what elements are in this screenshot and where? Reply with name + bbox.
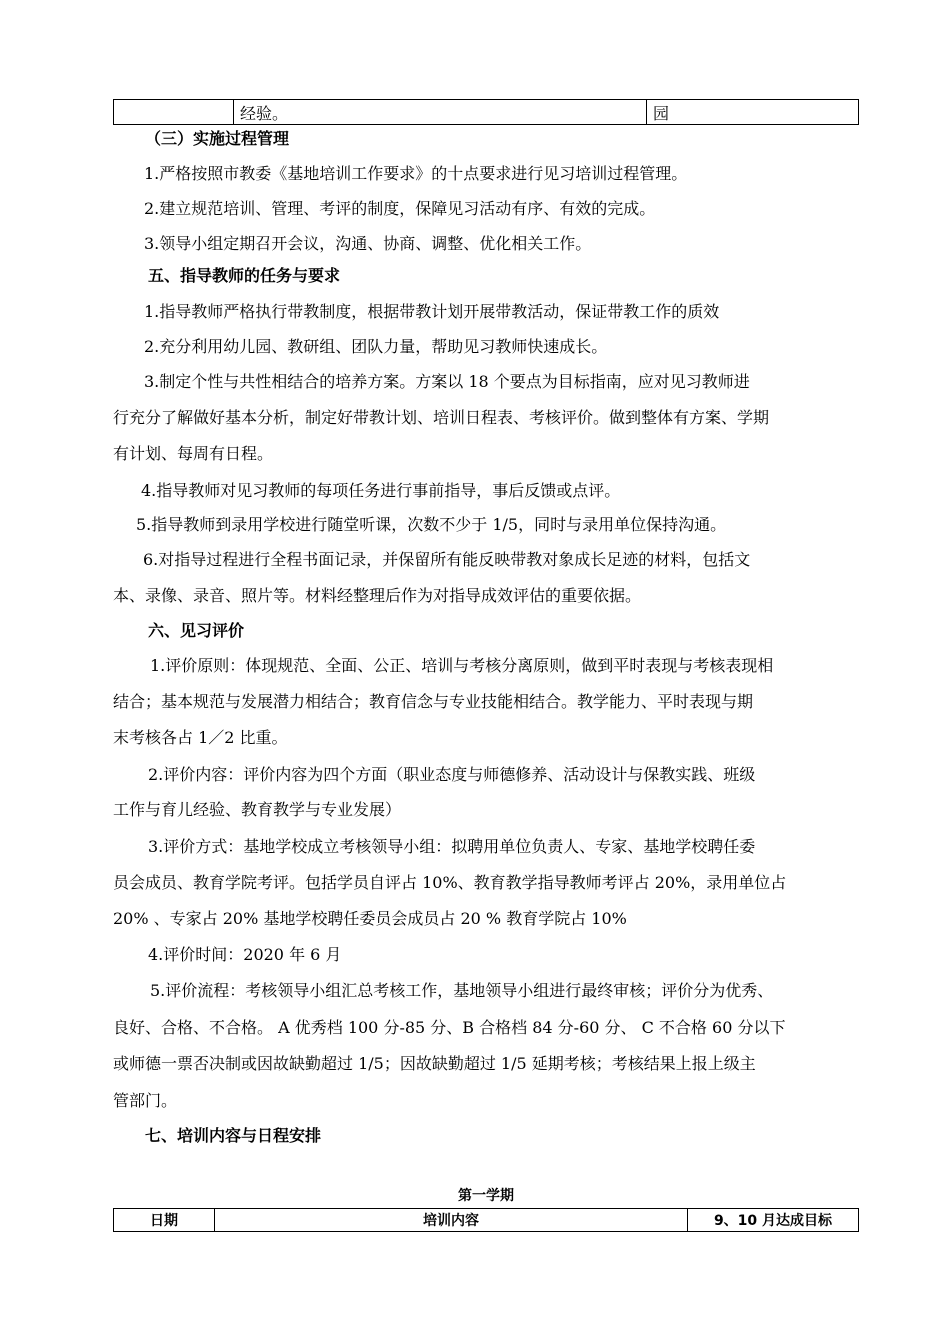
section3-item: 1.严格按照市教委《基地培训工作要求》的十点要求进行见习培训过程管理。 — [144, 164, 688, 183]
table-cell-empty — [114, 100, 234, 125]
section5-line: 3.制定个性与共性相结合的培养方案。方案以 18 个要点为目标指南，应对见习教师进 — [144, 372, 750, 391]
section6-line: 员会成员、教育学院考评。包括学员自评占 10%、教育教学指导教师考评占 20%，录用单位占 — [113, 873, 787, 892]
section6-line: 5.评价流程：考核领导小组汇总考核工作，基地领导小组进行最终审核；评价分为优秀、 — [150, 981, 774, 1000]
section6-line: 工作与育儿经验、教育教学与专业发展） — [113, 800, 402, 819]
section3-item: 3.领导小组定期召开会议，沟通、协商、调整、优化相关工作。 — [144, 234, 592, 253]
section5-line: 6.对指导过程进行全程书面记录，并保留所有能反映带教对象成长足迹的材料，包括文 — [143, 550, 751, 569]
section5-line: 行充分了解做好基本分析，制定好带教计划、培训日程表、考核评价。做到整体有方案、学期 — [113, 408, 770, 427]
section6-line: 1.评价原则：体现规范、全面、公正、培训与考核分离原则，做到平时表现与考核表现相 — [150, 656, 774, 675]
section7-heading: 七、培训内容与日程安排 — [145, 1126, 322, 1145]
section6-line: 20% 、专家占 20% 基地学校聘任委员会成员占 20 % 教育学院占 10% — [113, 909, 627, 928]
section6-line: 末考核各占 1／2 比重。 — [113, 728, 288, 747]
section6-heading: 六、见习评价 — [148, 621, 245, 640]
semester-title: 第一学期 — [458, 1188, 514, 1204]
section5-heading: 五、指导教师的任务与要求 — [148, 266, 341, 285]
continued-table-row — [113, 99, 859, 125]
section6-line: 4.评价时间：2020 年 6 月 — [148, 945, 342, 964]
section3-heading: （三）实施过程管理 — [145, 129, 290, 148]
section6-line: 3.评价方式：基地学校成立考核领导小组：拟聘用单位负责人、专家、基地学校聘任委 — [148, 837, 756, 856]
section6-line: 良好、合格、不合格。 A 优秀档 100 分-85 分、B 合格档 84 分-60 分、 C 不合格 60 分以下 — [113, 1018, 786, 1037]
section5-line: 4.指导教师对见习教师的每项任务进行事前指导，事后反馈或点评。 — [141, 481, 621, 500]
table-cell-target: 园 — [647, 100, 859, 125]
header-content: 培训内容 — [215, 1209, 688, 1232]
section5-line: 5.指导教师到录用学校进行随堂听课，次数不少于 1/5，同时与录用单位保持沟通。 — [136, 515, 727, 534]
section5-line: 有计划、每周有日程。 — [113, 444, 274, 463]
section6-line: 2.评价内容：评价内容为四个方面（职业态度与师德修养、活动设计与保教实践、班级 — [148, 765, 756, 784]
section5-line: 1.指导教师严格执行带教制度，根据带教计划开展带教活动，保证带教工作的质效 — [144, 302, 720, 321]
schedule-table-header — [113, 1208, 859, 1232]
table-cell-content: 经验。 — [234, 100, 647, 125]
header-goal: 9、10 月达成目标 — [688, 1209, 859, 1232]
header-date: 日期 — [114, 1209, 215, 1232]
section5-line: 本、录像、录音、照片等。材料经整理后作为对指导成效评估的重要依据。 — [113, 586, 642, 605]
section6-line: 结合；基本规范与发展潜力相结合；教育信念与专业技能相结合。教学能力、平时表现与期 — [113, 692, 754, 711]
section3-item: 2.建立规范培训、管理、考评的制度，保障见习活动有序、有效的完成。 — [144, 199, 656, 218]
section6-line: 管部门。 — [113, 1091, 178, 1110]
section6-line: 或师德一票否决制或因故缺勤超过 1/5；因故缺勤超过 1/5 延期考核；考核结果上报上级主 — [113, 1054, 756, 1073]
section5-line: 2.充分利用幼儿园、教研组、团队力量，帮助见习教师快速成长。 — [144, 337, 608, 356]
